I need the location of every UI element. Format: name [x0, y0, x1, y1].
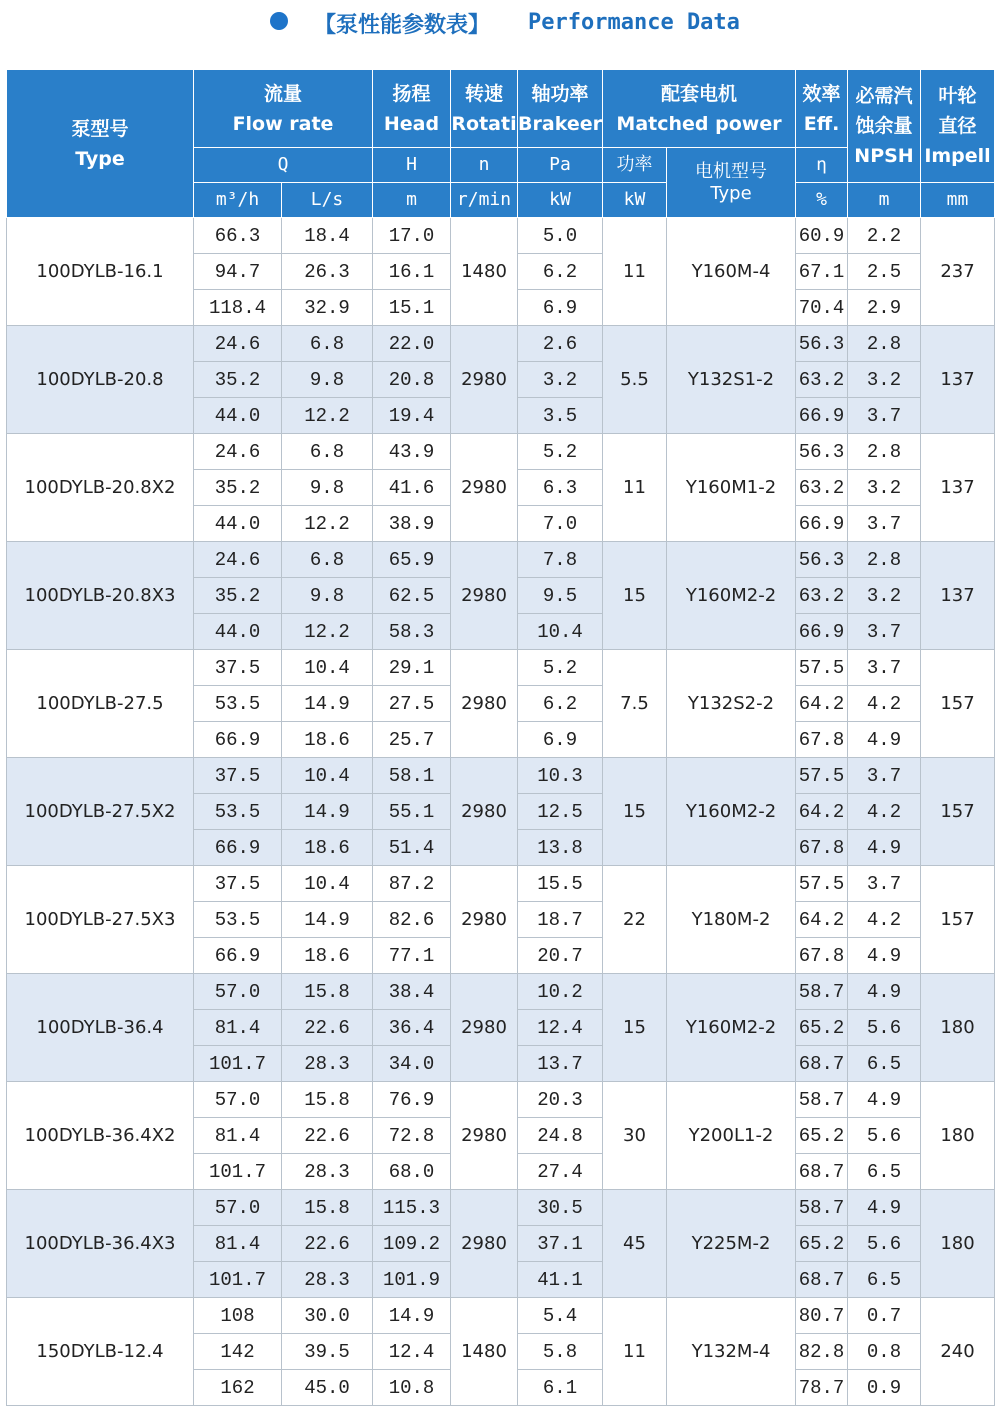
- npsh-cell: 3.7: [848, 506, 921, 542]
- efficiency-cell: 64.2: [796, 686, 848, 722]
- shaft-power-cell: 20.7: [518, 938, 603, 974]
- npsh-cell: 6.5: [848, 1262, 921, 1298]
- npsh-cell: 2.8: [848, 542, 921, 578]
- motor-power-cell: 15: [603, 758, 667, 866]
- flow-ls-cell: 18.6: [282, 722, 373, 758]
- flow-m3h-cell: 37.5: [194, 650, 282, 686]
- head-cell: 87.2: [373, 866, 451, 902]
- pump-model-cell: 100DYLB-36.4X2: [7, 1082, 194, 1190]
- head-cell: 65.9: [373, 542, 451, 578]
- table-row: [7, 542, 995, 578]
- header-efficiency: 效率 Eff.: [796, 70, 848, 148]
- shaft-power-cell: 20.3: [518, 1082, 603, 1118]
- motor-type-cell: Y132M-4: [667, 1298, 796, 1406]
- flow-ls-cell: 39.5: [282, 1334, 373, 1370]
- speed-cell: 2980: [451, 866, 518, 974]
- npsh-cell: 4.9: [848, 1082, 921, 1118]
- npsh-cell: 0.7: [848, 1298, 921, 1334]
- unit-head: m: [373, 183, 451, 218]
- motor-power-cell: 45: [603, 1190, 667, 1298]
- impeller-cell: 137: [921, 542, 995, 650]
- flow-ls-cell: 26.3: [282, 254, 373, 290]
- flow-m3h-cell: 44.0: [194, 614, 282, 650]
- flow-ls-cell: 28.3: [282, 1046, 373, 1082]
- head-cell: 34.0: [373, 1046, 451, 1082]
- npsh-cell: 2.8: [848, 434, 921, 470]
- efficiency-cell: 68.7: [796, 1262, 848, 1298]
- impeller-cell: 180: [921, 1190, 995, 1298]
- pump-model-cell: 100DYLB-20.8X3: [7, 542, 194, 650]
- efficiency-cell: 56.3: [796, 434, 848, 470]
- npsh-cell: 0.8: [848, 1334, 921, 1370]
- flow-m3h-cell: 66.9: [194, 830, 282, 866]
- head-cell: 68.0: [373, 1154, 451, 1190]
- efficiency-cell: 58.7: [796, 1082, 848, 1118]
- table-row: [7, 866, 995, 902]
- speed-cell: 2980: [451, 1190, 518, 1298]
- shaft-power-cell: 6.2: [518, 254, 603, 290]
- efficiency-cell: 67.1: [796, 254, 848, 290]
- header-head: 扬程 Head: [373, 70, 451, 148]
- npsh-cell: 3.2: [848, 470, 921, 506]
- motor-power-cell: 5.5: [603, 326, 667, 434]
- head-cell: 16.1: [373, 254, 451, 290]
- flow-m3h-cell: 35.2: [194, 578, 282, 614]
- shaft-power-cell: 5.4: [518, 1298, 603, 1334]
- impeller-cell: 137: [921, 326, 995, 434]
- shaft-power-cell: 3.2: [518, 362, 603, 398]
- flow-ls-cell: 30.0: [282, 1298, 373, 1334]
- header-npsh: 必需汽 蚀余量 NPSH: [848, 70, 921, 183]
- efficiency-cell: 58.7: [796, 974, 848, 1010]
- npsh-cell: 2.2: [848, 218, 921, 254]
- flow-m3h-cell: 57.0: [194, 1190, 282, 1226]
- efficiency-cell: 64.2: [796, 794, 848, 830]
- header-symbol-q: Q: [194, 148, 373, 183]
- efficiency-cell: 60.9: [796, 218, 848, 254]
- impeller-cell: 157: [921, 866, 995, 974]
- pump-model-cell: 100DYLB-27.5X3: [7, 866, 194, 974]
- head-cell: 10.8: [373, 1370, 451, 1406]
- flow-ls-cell: 9.8: [282, 578, 373, 614]
- flow-m3h-cell: 35.2: [194, 470, 282, 506]
- motor-type-cell: Y160M2-2: [667, 974, 796, 1082]
- motor-power-cell: 15: [603, 542, 667, 650]
- unit-flow-m3h: m³/h: [194, 183, 282, 218]
- shaft-power-cell: 7.8: [518, 542, 603, 578]
- shaft-power-cell: 24.8: [518, 1118, 603, 1154]
- header-power-cn: 功率: [603, 148, 667, 183]
- efficiency-cell: 67.8: [796, 722, 848, 758]
- motor-type-cell: Y132S2-2: [667, 650, 796, 758]
- header-symbol-eta: η: [796, 148, 848, 183]
- performance-table-body: [7, 218, 995, 1406]
- flow-ls-cell: 32.9: [282, 290, 373, 326]
- head-cell: 43.9: [373, 434, 451, 470]
- head-cell: 58.1: [373, 758, 451, 794]
- shaft-power-cell: 5.2: [518, 434, 603, 470]
- flow-m3h-cell: 162: [194, 1370, 282, 1406]
- head-cell: 76.9: [373, 1082, 451, 1118]
- flow-m3h-cell: 108: [194, 1298, 282, 1334]
- flow-ls-cell: 18.6: [282, 938, 373, 974]
- flow-m3h-cell: 24.6: [194, 434, 282, 470]
- shaft-power-cell: 6.2: [518, 686, 603, 722]
- head-cell: 82.6: [373, 902, 451, 938]
- impeller-cell: 157: [921, 650, 995, 758]
- flow-ls-cell: 12.2: [282, 614, 373, 650]
- unit-speed: r/min: [451, 183, 518, 218]
- flow-ls-cell: 6.8: [282, 434, 373, 470]
- motor-type-cell: Y160M-4: [667, 218, 796, 326]
- shaft-power-cell: 12.4: [518, 1010, 603, 1046]
- pump-model-cell: 100DYLB-20.8: [7, 326, 194, 434]
- shaft-power-cell: 41.1: [518, 1262, 603, 1298]
- title-english: Performance Data: [528, 10, 740, 35]
- flow-ls-cell: 15.8: [282, 1190, 373, 1226]
- efficiency-cell: 65.2: [796, 1118, 848, 1154]
- npsh-cell: 2.9: [848, 290, 921, 326]
- speed-cell: 2980: [451, 542, 518, 650]
- shaft-power-cell: 6.9: [518, 722, 603, 758]
- efficiency-cell: 65.2: [796, 1010, 848, 1046]
- efficiency-cell: 63.2: [796, 362, 848, 398]
- flow-ls-cell: 14.9: [282, 902, 373, 938]
- flow-ls-cell: 22.6: [282, 1010, 373, 1046]
- head-cell: 58.3: [373, 614, 451, 650]
- performance-table: [6, 69, 995, 1406]
- flow-ls-cell: 6.8: [282, 326, 373, 362]
- efficiency-cell: 57.5: [796, 866, 848, 902]
- header-speed: 转速 Rotati: [451, 70, 518, 148]
- flow-m3h-cell: 66.9: [194, 722, 282, 758]
- bullet-dot-icon: [270, 12, 288, 30]
- shaft-power-cell: 18.7: [518, 902, 603, 938]
- table-row: [7, 1082, 995, 1118]
- flow-ls-cell: 15.8: [282, 974, 373, 1010]
- table-row: [7, 326, 995, 362]
- table-row: [7, 1298, 995, 1334]
- speed-cell: 2980: [451, 974, 518, 1082]
- shaft-power-cell: 3.5: [518, 398, 603, 434]
- shaft-power-cell: 10.3: [518, 758, 603, 794]
- efficiency-cell: 56.3: [796, 542, 848, 578]
- npsh-cell: 2.8: [848, 326, 921, 362]
- npsh-cell: 4.2: [848, 686, 921, 722]
- title-chinese: 【泵性能参数表】: [314, 13, 491, 38]
- flow-m3h-cell: 44.0: [194, 506, 282, 542]
- flow-m3h-cell: 101.7: [194, 1262, 282, 1298]
- head-cell: 72.8: [373, 1118, 451, 1154]
- flow-m3h-cell: 37.5: [194, 866, 282, 902]
- header-impeller: 叶轮 直径 Impell: [921, 70, 995, 183]
- efficiency-cell: 57.5: [796, 650, 848, 686]
- pump-model-cell: 100DYLB-27.5X2: [7, 758, 194, 866]
- unit-npsh: m: [848, 183, 921, 218]
- flow-ls-cell: 14.9: [282, 686, 373, 722]
- npsh-cell: 0.9: [848, 1370, 921, 1406]
- header-flow: 流量 Flow rate: [194, 70, 373, 148]
- head-cell: 115.3: [373, 1190, 451, 1226]
- speed-cell: 1480: [451, 218, 518, 326]
- flow-m3h-cell: 24.6: [194, 326, 282, 362]
- efficiency-cell: 66.9: [796, 614, 848, 650]
- npsh-cell: 4.9: [848, 974, 921, 1010]
- shaft-power-cell: 2.6: [518, 326, 603, 362]
- motor-type-cell: Y160M1-2: [667, 434, 796, 542]
- motor-type-cell: Y180M-2: [667, 866, 796, 974]
- efficiency-cell: 68.7: [796, 1046, 848, 1082]
- shaft-power-cell: 13.7: [518, 1046, 603, 1082]
- shaft-power-cell: 30.5: [518, 1190, 603, 1226]
- flow-ls-cell: 45.0: [282, 1370, 373, 1406]
- motor-type-cell: Y132S1-2: [667, 326, 796, 434]
- flow-ls-cell: 10.4: [282, 650, 373, 686]
- flow-ls-cell: 10.4: [282, 758, 373, 794]
- impeller-cell: 240: [921, 1298, 995, 1406]
- flow-m3h-cell: 24.6: [194, 542, 282, 578]
- pump-model-cell: 150DYLB-12.4: [7, 1298, 194, 1406]
- impeller-cell: 137: [921, 434, 995, 542]
- head-cell: 14.9: [373, 1298, 451, 1334]
- npsh-cell: 6.5: [848, 1046, 921, 1082]
- flow-ls-cell: 28.3: [282, 1262, 373, 1298]
- flow-m3h-cell: 118.4: [194, 290, 282, 326]
- head-cell: 20.8: [373, 362, 451, 398]
- flow-m3h-cell: 142: [194, 1334, 282, 1370]
- efficiency-cell: 67.8: [796, 938, 848, 974]
- efficiency-cell: 63.2: [796, 578, 848, 614]
- impeller-cell: 237: [921, 218, 995, 326]
- shaft-power-cell: 15.5: [518, 866, 603, 902]
- page-title-bar: [0, 0, 1000, 52]
- efficiency-cell: 57.5: [796, 758, 848, 794]
- table-row: [7, 434, 995, 470]
- flow-ls-cell: 9.8: [282, 362, 373, 398]
- flow-ls-cell: 14.9: [282, 794, 373, 830]
- table-row: [7, 758, 995, 794]
- head-cell: 15.1: [373, 290, 451, 326]
- speed-cell: 2980: [451, 326, 518, 434]
- speed-cell: 2980: [451, 1082, 518, 1190]
- npsh-cell: 5.6: [848, 1010, 921, 1046]
- npsh-cell: 5.6: [848, 1118, 921, 1154]
- shaft-power-cell: 27.4: [518, 1154, 603, 1190]
- speed-cell: 1480: [451, 1298, 518, 1406]
- npsh-cell: 3.7: [848, 398, 921, 434]
- head-cell: 101.9: [373, 1262, 451, 1298]
- efficiency-cell: 66.9: [796, 506, 848, 542]
- flow-m3h-cell: 81.4: [194, 1010, 282, 1046]
- shaft-power-cell: 13.8: [518, 830, 603, 866]
- npsh-cell: 3.2: [848, 362, 921, 398]
- flow-m3h-cell: 81.4: [194, 1226, 282, 1262]
- shaft-power-cell: 5.2: [518, 650, 603, 686]
- speed-cell: 2980: [451, 758, 518, 866]
- unit-impeller: mm: [921, 183, 995, 218]
- efficiency-cell: 58.7: [796, 1190, 848, 1226]
- flow-m3h-cell: 53.5: [194, 794, 282, 830]
- efficiency-cell: 68.7: [796, 1154, 848, 1190]
- header-symbol-n: n: [451, 148, 518, 183]
- motor-type-cell: Y225M-2: [667, 1190, 796, 1298]
- flow-m3h-cell: 66.9: [194, 938, 282, 974]
- motor-power-cell: 22: [603, 866, 667, 974]
- npsh-cell: 4.2: [848, 902, 921, 938]
- flow-m3h-cell: 44.0: [194, 398, 282, 434]
- npsh-cell: 4.9: [848, 830, 921, 866]
- efficiency-cell: 80.7: [796, 1298, 848, 1334]
- flow-ls-cell: 15.8: [282, 1082, 373, 1118]
- head-cell: 29.1: [373, 650, 451, 686]
- impeller-cell: 157: [921, 758, 995, 866]
- shaft-power-cell: 10.4: [518, 614, 603, 650]
- efficiency-cell: 66.9: [796, 398, 848, 434]
- flow-m3h-cell: 53.5: [194, 686, 282, 722]
- npsh-cell: 3.7: [848, 650, 921, 686]
- flow-ls-cell: 28.3: [282, 1154, 373, 1190]
- shaft-power-cell: 5.8: [518, 1334, 603, 1370]
- impeller-cell: 180: [921, 974, 995, 1082]
- unit-shaft-power: kW: [518, 183, 603, 218]
- unit-efficiency: %: [796, 183, 848, 218]
- npsh-cell: 6.5: [848, 1154, 921, 1190]
- header-motor-type: 电机型号 Type: [667, 148, 796, 218]
- efficiency-cell: 82.8: [796, 1334, 848, 1370]
- head-cell: 62.5: [373, 578, 451, 614]
- efficiency-cell: 56.3: [796, 326, 848, 362]
- motor-power-cell: 30: [603, 1082, 667, 1190]
- head-cell: 51.4: [373, 830, 451, 866]
- efficiency-cell: 64.2: [796, 902, 848, 938]
- speed-cell: 2980: [451, 650, 518, 758]
- flow-m3h-cell: 57.0: [194, 974, 282, 1010]
- head-cell: 109.2: [373, 1226, 451, 1262]
- shaft-power-cell: 37.1: [518, 1226, 603, 1262]
- npsh-cell: 3.7: [848, 866, 921, 902]
- motor-type-cell: Y160M2-2: [667, 758, 796, 866]
- npsh-cell: 3.7: [848, 614, 921, 650]
- table-row: [7, 650, 995, 686]
- unit-flow-ls: L/s: [282, 183, 373, 218]
- pump-model-cell: 100DYLB-20.8X2: [7, 434, 194, 542]
- flow-m3h-cell: 53.5: [194, 902, 282, 938]
- motor-power-cell: 11: [603, 218, 667, 326]
- efficiency-cell: 65.2: [796, 1226, 848, 1262]
- head-cell: 77.1: [373, 938, 451, 974]
- head-cell: 38.9: [373, 506, 451, 542]
- head-cell: 12.4: [373, 1334, 451, 1370]
- flow-ls-cell: 10.4: [282, 866, 373, 902]
- flow-m3h-cell: 81.4: [194, 1118, 282, 1154]
- flow-ls-cell: 22.6: [282, 1226, 373, 1262]
- head-cell: 19.4: [373, 398, 451, 434]
- efficiency-cell: 63.2: [796, 470, 848, 506]
- speed-cell: 2980: [451, 434, 518, 542]
- flow-ls-cell: 6.8: [282, 542, 373, 578]
- shaft-power-cell: 12.5: [518, 794, 603, 830]
- pump-model-cell: 100DYLB-36.4: [7, 974, 194, 1082]
- efficiency-cell: 67.8: [796, 830, 848, 866]
- flow-ls-cell: 12.2: [282, 398, 373, 434]
- header-symbol-h: H: [373, 148, 451, 183]
- flow-ls-cell: 18.6: [282, 830, 373, 866]
- shaft-power-cell: 9.5: [518, 578, 603, 614]
- head-cell: 38.4: [373, 974, 451, 1010]
- pump-model-cell: 100DYLB-16.1: [7, 218, 194, 326]
- npsh-cell: 5.6: [848, 1226, 921, 1262]
- motor-power-cell: 7.5: [603, 650, 667, 758]
- npsh-cell: 2.5: [848, 254, 921, 290]
- shaft-power-cell: 6.9: [518, 290, 603, 326]
- flow-m3h-cell: 66.3: [194, 218, 282, 254]
- flow-m3h-cell: 35.2: [194, 362, 282, 398]
- header-motor: 配套电机 Matched power: [603, 70, 796, 148]
- shaft-power-cell: 10.2: [518, 974, 603, 1010]
- flow-ls-cell: 18.4: [282, 218, 373, 254]
- motor-type-cell: Y200L1-2: [667, 1082, 796, 1190]
- shaft-power-cell: 6.1: [518, 1370, 603, 1406]
- shaft-power-cell: 7.0: [518, 506, 603, 542]
- head-cell: 25.7: [373, 722, 451, 758]
- shaft-power-cell: 6.3: [518, 470, 603, 506]
- header-shaft-power: 轴功率 Brakeer: [518, 70, 603, 148]
- npsh-cell: 3.2: [848, 578, 921, 614]
- head-cell: 36.4: [373, 1010, 451, 1046]
- npsh-cell: 4.2: [848, 794, 921, 830]
- head-cell: 27.5: [373, 686, 451, 722]
- npsh-cell: 4.9: [848, 1190, 921, 1226]
- flow-m3h-cell: 94.7: [194, 254, 282, 290]
- impeller-cell: 180: [921, 1082, 995, 1190]
- flow-ls-cell: 12.2: [282, 506, 373, 542]
- flow-m3h-cell: 37.5: [194, 758, 282, 794]
- flow-m3h-cell: 57.0: [194, 1082, 282, 1118]
- npsh-cell: 4.9: [848, 722, 921, 758]
- header-type: 泵型号 Type: [7, 70, 194, 218]
- head-cell: 22.0: [373, 326, 451, 362]
- head-cell: 41.6: [373, 470, 451, 506]
- efficiency-cell: 70.4: [796, 290, 848, 326]
- motor-power-cell: 11: [603, 434, 667, 542]
- pump-model-cell: 100DYLB-27.5: [7, 650, 194, 758]
- npsh-cell: 4.9: [848, 938, 921, 974]
- table-row: [7, 218, 995, 254]
- shaft-power-cell: 5.0: [518, 218, 603, 254]
- unit-motor-power: kW: [603, 183, 667, 218]
- head-cell: 17.0: [373, 218, 451, 254]
- header-symbol-pa: Pa: [518, 148, 603, 183]
- motor-power-cell: 11: [603, 1298, 667, 1406]
- table-row: [7, 974, 995, 1010]
- table-row: [7, 1190, 995, 1226]
- motor-type-cell: Y160M2-2: [667, 542, 796, 650]
- npsh-cell: 3.7: [848, 758, 921, 794]
- head-cell: 55.1: [373, 794, 451, 830]
- pump-model-cell: 100DYLB-36.4X3: [7, 1190, 194, 1298]
- flow-m3h-cell: 101.7: [194, 1154, 282, 1190]
- flow-m3h-cell: 101.7: [194, 1046, 282, 1082]
- motor-power-cell: 15: [603, 974, 667, 1082]
- flow-ls-cell: 22.6: [282, 1118, 373, 1154]
- efficiency-cell: 78.7: [796, 1370, 848, 1406]
- flow-ls-cell: 9.8: [282, 470, 373, 506]
